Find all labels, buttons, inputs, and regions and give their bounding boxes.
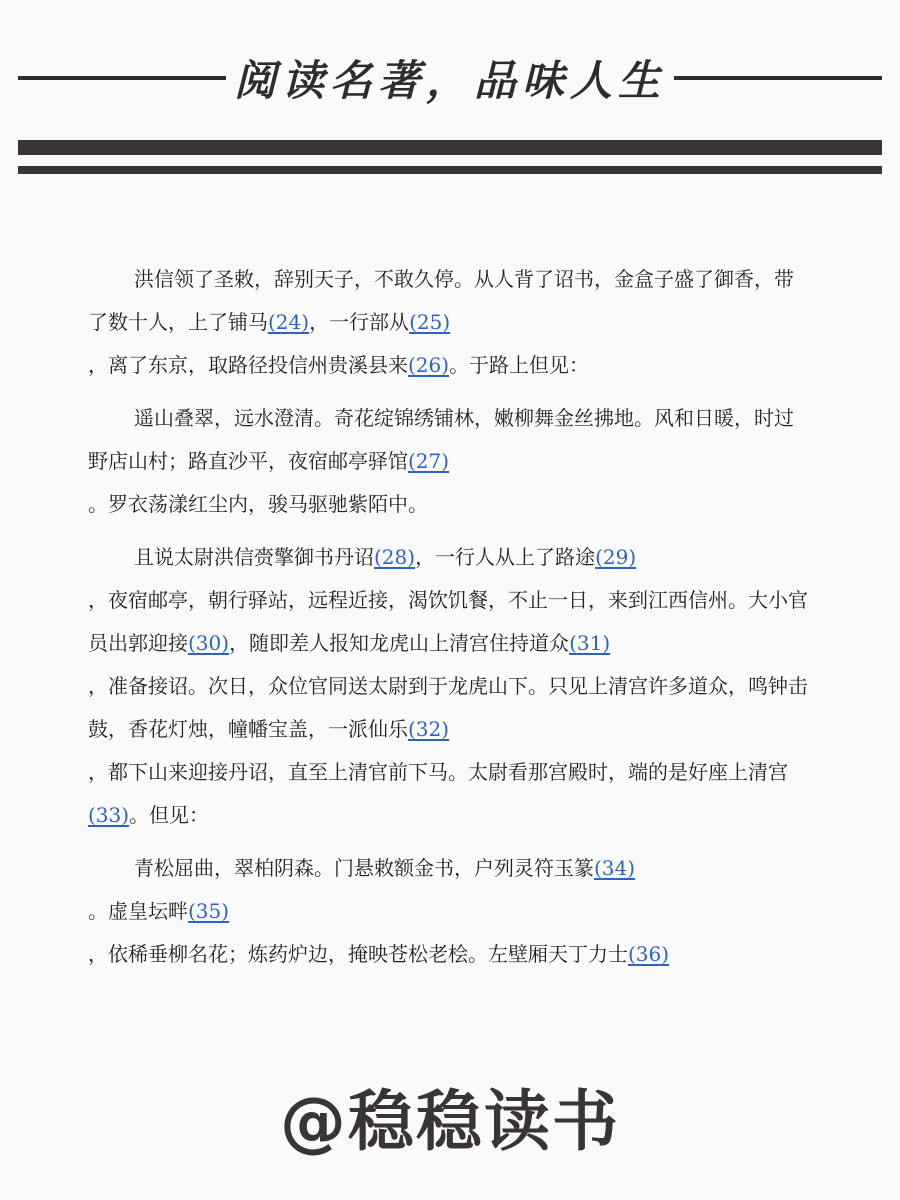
- text-span: ，一行人从上了路途: [415, 545, 596, 569]
- title-row: [18, 48, 882, 108]
- header-thick-divider: [18, 140, 882, 155]
- footnote-link-27[interactable]: (27): [408, 449, 450, 473]
- footnote-link-24[interactable]: (24): [268, 310, 310, 334]
- paragraph-4-cont: [88, 933, 808, 976]
- footnote-link-36[interactable]: (36): [628, 942, 670, 966]
- footnote-link-34[interactable]: (34): [594, 856, 636, 880]
- paragraph-1-cont: [88, 344, 808, 387]
- title-right-rule: [674, 76, 882, 80]
- text-span: ，都下山来迎接丹诏，直至上清官前下马。太尉看那宫殿时，端的是好: [88, 760, 708, 784]
- header-thin-divider: [18, 166, 882, 174]
- footnote-link-35[interactable]: (35): [188, 899, 230, 923]
- paragraph-3-cont: [88, 665, 808, 751]
- footnote-link-28[interactable]: (28): [374, 545, 416, 569]
- text-span: 州。大小官员出郭迎接: [88, 588, 808, 655]
- text-span: 。罗衣荡漾红尘内，骏马驱驰紫陌中。: [88, 492, 428, 516]
- paragraph-2: [88, 397, 808, 483]
- paragraph-1: [88, 258, 808, 344]
- paragraph-3: [88, 536, 808, 579]
- footnote-link-25[interactable]: (25): [409, 310, 451, 334]
- text-span: 青松屈曲，翠柏阴森。门悬敕额金书，户列灵符玉篆: [134, 856, 594, 880]
- text-span: ，依稀垂柳名花；炼药炉边，掩映苍松老桧。左壁厢天丁力士: [88, 942, 628, 966]
- text-span: 遥山叠翠，远水澄清。奇花绽锦绣铺林，嫩柳舞金丝拂地。风和日: [134, 406, 714, 430]
- header-banner: [0, 0, 900, 190]
- article-body: [88, 258, 808, 976]
- text-span: 御香，带了数十人，上了铺马: [88, 267, 794, 334]
- text-span: 座上清宫: [708, 760, 788, 784]
- footnote-link-33[interactable]: (33): [88, 803, 130, 827]
- paragraph-3-cont: [88, 751, 808, 837]
- text-span: ，夜宿邮亭，朝行驿站，远程近接，渴饮饥餐，不止一日，来到江西信: [88, 588, 708, 612]
- footnote-link-31[interactable]: (31): [569, 631, 611, 655]
- text-span: 。虚皇坛畔: [88, 899, 188, 923]
- text-span: ，一行部从: [309, 310, 410, 334]
- paragraph-3-cont: [88, 579, 808, 665]
- footnote-link-30[interactable]: (30): [188, 631, 230, 655]
- text-span: 洪信领了圣敕，辞别天子，不敢久停。从人背了诏书，金盒子盛了: [134, 267, 714, 291]
- footnote-link-29[interactable]: (29): [595, 545, 637, 569]
- paragraph-4-cont: [88, 890, 808, 933]
- text-span: ，随即差人报知龙虎山上清宫住持道众: [229, 631, 570, 655]
- text-span: 。于路上但见：: [449, 353, 590, 377]
- footnote-link-26[interactable]: (26): [408, 353, 450, 377]
- page-title: 阅读名著，品味人生: [234, 56, 667, 105]
- text-span: 。但见：: [129, 803, 210, 827]
- paragraph-2-cont: [88, 483, 808, 526]
- text-span: ，离了东京，取路径投信州贵溪县来: [88, 353, 408, 377]
- text-span: 众，鸣钟击鼓，香花灯烛，幢幡宝盖，一派仙乐: [88, 674, 808, 741]
- title-left-rule: [18, 76, 226, 80]
- text-span: ，准备接诏。次日，众位官同送太尉到于龙虎山下。只见上清宫许多道: [88, 674, 708, 698]
- footnote-link-32[interactable]: (32): [408, 717, 450, 741]
- author-watermark: @稳稳读书: [280, 1083, 620, 1160]
- paragraph-4: [88, 847, 808, 890]
- text-span: 且说太尉洪信赍擎御书丹诏: [134, 545, 374, 569]
- text-span: 暖，时过野店山村；路直沙平，夜宿邮亭驿馆: [88, 406, 794, 473]
